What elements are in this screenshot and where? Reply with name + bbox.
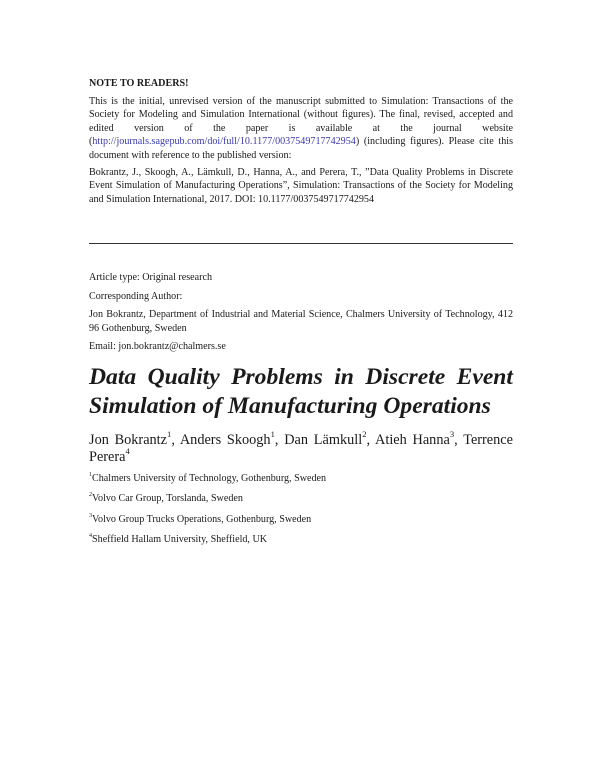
affiliation-number: 1 [89, 472, 93, 479]
note-body-before-link: This is the initial, unrevised version of the manuscript submitted to Simulation: Transactions of the Society for Modeling and Simulation International (without figures). The final, revised, accepted and edited version of the paper is available at the journal website ( [89, 95, 513, 148]
author-affiliation-mark: 4 [125, 446, 130, 457]
author-separator: , [171, 432, 180, 448]
affiliation-text: Chalmers University of Technology, Gothenburg, Sweden [92, 473, 327, 484]
author [284, 429, 367, 448]
author-affiliation-mark: 1 [270, 429, 275, 440]
affiliation-list [89, 472, 513, 553]
paper-title: Data Quality Problems in Discrete Event Simulation of Manufacturing Operations [89, 364, 513, 419]
article-type: Article type: Original research [89, 272, 213, 283]
corresponding-author-details: Jon Bokrantz, Department of Industrial and Material Science, Chalmers University of Technology, 412 96 Gothenburg, Sweden [89, 309, 513, 334]
note-heading: NOTE TO READERS! [89, 78, 189, 89]
author-separator: , [366, 432, 376, 448]
affiliation-item [89, 533, 513, 547]
affiliation-item [89, 492, 513, 506]
author-separator: , [274, 432, 285, 448]
author-separator: , [454, 432, 464, 448]
affiliation-number: 2 [89, 492, 93, 499]
author-list [89, 429, 513, 466]
author-name: Dan Lämkull [284, 432, 363, 448]
section-divider [89, 243, 513, 244]
author-name: Terrence Perera [89, 432, 513, 465]
affiliation-number: 4 [89, 532, 93, 539]
affiliation-item [89, 472, 513, 486]
journal-link[interactable]: http://journals.sagepub.com/doi/full/10.1177/0037549717742954 [92, 136, 356, 148]
note-body [89, 95, 513, 163]
note-body-after-link: ) (including figures). Please cite this document with reference to the published version: [89, 136, 513, 161]
author-affiliation-mark: 2 [362, 429, 367, 440]
author-affiliation-mark: 1 [167, 429, 172, 440]
author [179, 429, 275, 448]
author-name: Atieh Hanna [375, 432, 450, 448]
affiliation-text: Sheffield Hallam University, Sheffield, UK [92, 533, 268, 545]
author [375, 429, 455, 448]
corresponding-author-label: Corresponding Author: [89, 290, 183, 302]
affiliation-number: 3 [89, 512, 93, 519]
author-name: Jon Bokrantz [89, 432, 168, 448]
corresponding-email: Email: jon.bokrantz@chalmers.se [89, 341, 226, 353]
author-affiliation-mark: 3 [449, 429, 455, 440]
note-to-readers [89, 77, 513, 206]
affiliation-text: Volvo Car Group, Torslanda, Sweden [92, 493, 243, 505]
article-meta [89, 271, 513, 354]
affiliation-item [89, 513, 513, 527]
author [89, 429, 172, 448]
affiliation-text: Volvo Group Trucks Operations, Gothenburg, Sweden [92, 513, 312, 525]
citation-text: Bokrantz, J., Skoogh, A., Lämkull, D., Hanna, A., and Perera, T., ”Data Quality Problems in Discrete Event Simulation of Manufacturing Operations”, Simulation: Transactions of the Society for Modeling and Simulation International, 2017. DOI: 10.1177/0037549717742954 [89, 166, 513, 205]
author-name: Anders Skoogh [179, 432, 271, 448]
